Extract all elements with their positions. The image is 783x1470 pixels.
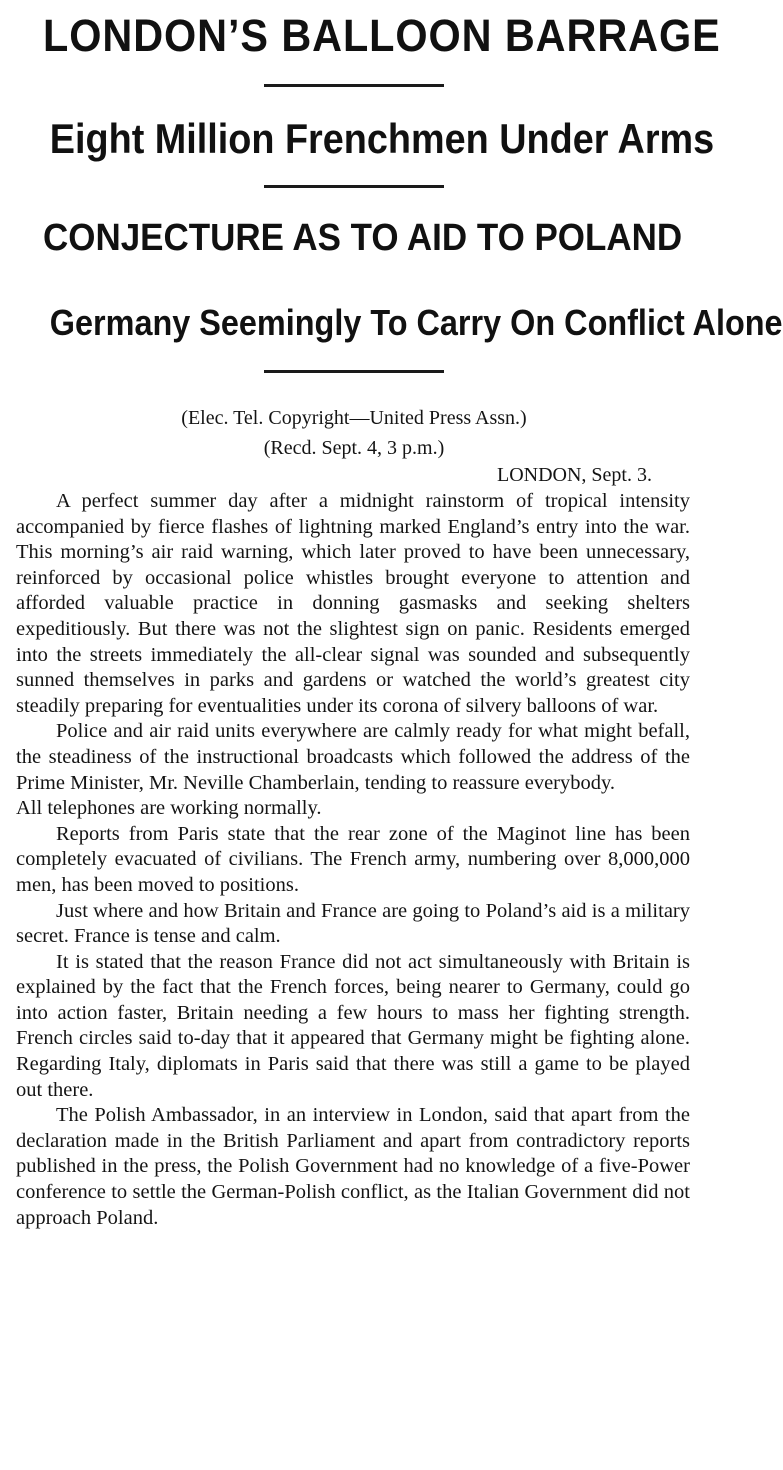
headline-balloon-barrage: LONDON’S BALLOON BARRAGE: [43, 10, 721, 61]
headline-aid-to-poland: CONJECTURE AS TO AID TO POLAND: [43, 217, 683, 259]
article-paragraph: Just where and how Britain and France are going to Poland’s aid is a military secret. France is tense and calm.: [16, 899, 690, 948]
headline-frenchmen-under-arms: Eight Million Frenchmen Under Arms: [49, 115, 715, 162]
received-credit: (Recd. Sept. 4, 3 p.m.): [263, 437, 445, 459]
headline-divider: [264, 84, 444, 87]
article-body: [16, 489, 692, 1231]
headline-divider: [264, 185, 444, 188]
dateline: LONDON, Sept. 3.: [497, 464, 652, 486]
article-paragraph: It is stated that the reason France did not act simultaneously with Britain is explained by the fact that the French forces, being nearer to Germany, could go into action faster, Britain needing a few hours to mass her fighting strength. French circles said to-day that it appeared that Germany might be fighting alone. Regarding Italy, diplomats in Paris said that there was still a game to be played out there.: [16, 950, 690, 1101]
article-paragraph: All telephones are working normally.: [16, 797, 322, 820]
headline-germany-alone: Germany Seemingly To Carry On Conflict Alone: [49, 302, 783, 343]
copyright-credit: (Elec. Tel. Copyright—United Press Assn.): [181, 407, 527, 429]
headline-divider: [264, 370, 444, 373]
article-paragraph: The Polish Ambassador, in an interview in London, said that apart from the declaration made in the British Parliament and apart from contradictory reports published in the press, the Polish Government had no knowledge of a five-Power conference to settle the German-Polish conflict, as the Italian Government did not approach Poland.: [16, 1104, 690, 1229]
article-paragraph: A perfect summer day after a midnight rainstorm of tropical intensity accompanied by fierce flashes of lightning marked England’s entry into the war. This morning’s air raid warning, which later proved to have been unnecessary, reinforced by occasional police whistles brought everyone to attention and afforded valuable practice in donning gasmasks and seeking shelters expeditiously. But there was not the slightest sign on panic. Residents emerged into the streets immediately the all-clear signal was sounded and subsequently sunned themselves in parks and gardens or watched the world’s greatest city steadily preparing for eventualities under its corona of silvery balloons of war.: [16, 490, 690, 717]
article-paragraph: Reports from Paris state that the rear zone of the Maginot line has been completely evacuated of civilians. The French army, numbering over 8,000,000 men, has been moved to positions.: [16, 822, 690, 896]
article-paragraph: Police and air raid units everywhere are calmly ready for what might befall, the steadiness of the instructional broadcasts which followed the address of the Prime Minister, Mr. Neville Chamberlain, tending to reassure everybody.: [16, 720, 690, 794]
